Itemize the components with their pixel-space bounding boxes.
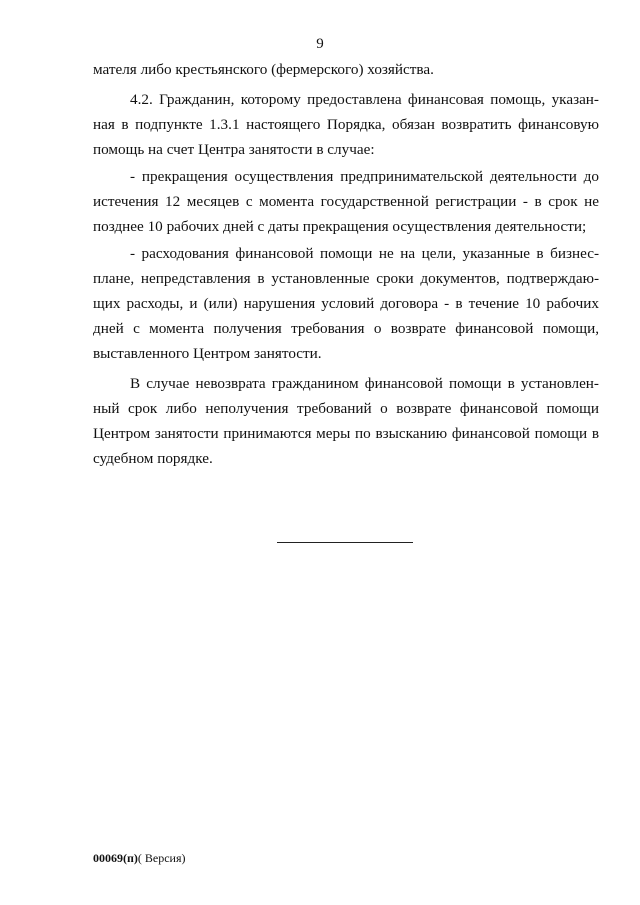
text-line: Центром занятости принимаются меры по взысканию финансовой помощи в [93, 425, 599, 442]
text-line: ная в подпункте 1.3.1 настоящего Порядка, обязан возвратить финансовую [93, 116, 599, 133]
text-line: плане, непредставления в установленные сроки документов, подтверждаю- [93, 270, 599, 287]
paragraph-4-2-first-line: 4.2. Гражданин, которому предоставлена финансовая помощь, указан- [130, 91, 599, 108]
text-line: позднее 10 рабочих дней с даты прекращения осуществления деятельности; [93, 218, 587, 235]
list-item-first-line: - расходования финансовой помощи не на цели, указанные в бизнес- [130, 245, 599, 262]
text-line: дней с момента получения требования о возврате финансовой помощи, [93, 320, 599, 337]
document-version: ( Версия) [137, 851, 186, 865]
list-item-first-line: - прекращения осуществления предпринимательской деятельности до [130, 168, 599, 185]
text-line: щих расходы, и (или) нарушения условий договора - в течение 10 рабочих [93, 295, 599, 312]
document-code: 00069(п) [93, 851, 138, 865]
text-line: судебном порядке. [93, 450, 213, 467]
document-id [93, 851, 186, 866]
text-line: ный срок либо неполучения требований о возврате финансовой помощи [93, 400, 599, 417]
paragraph-first-line: В случае невозврата гражданином финансовой помощи в установлен- [130, 375, 599, 392]
separator-line [277, 542, 413, 543]
text-line: помощь на счет Центра занятости в случае: [93, 141, 375, 158]
text-line: мателя либо крестьянского (фермерского) хозяйства. [93, 61, 434, 78]
text-line: выставленного Центром занятости. [93, 345, 322, 362]
text-line: истечения 12 месяцев с момента государственной регистрации - в срок не [93, 193, 599, 210]
page-number: 9 [316, 36, 324, 52]
